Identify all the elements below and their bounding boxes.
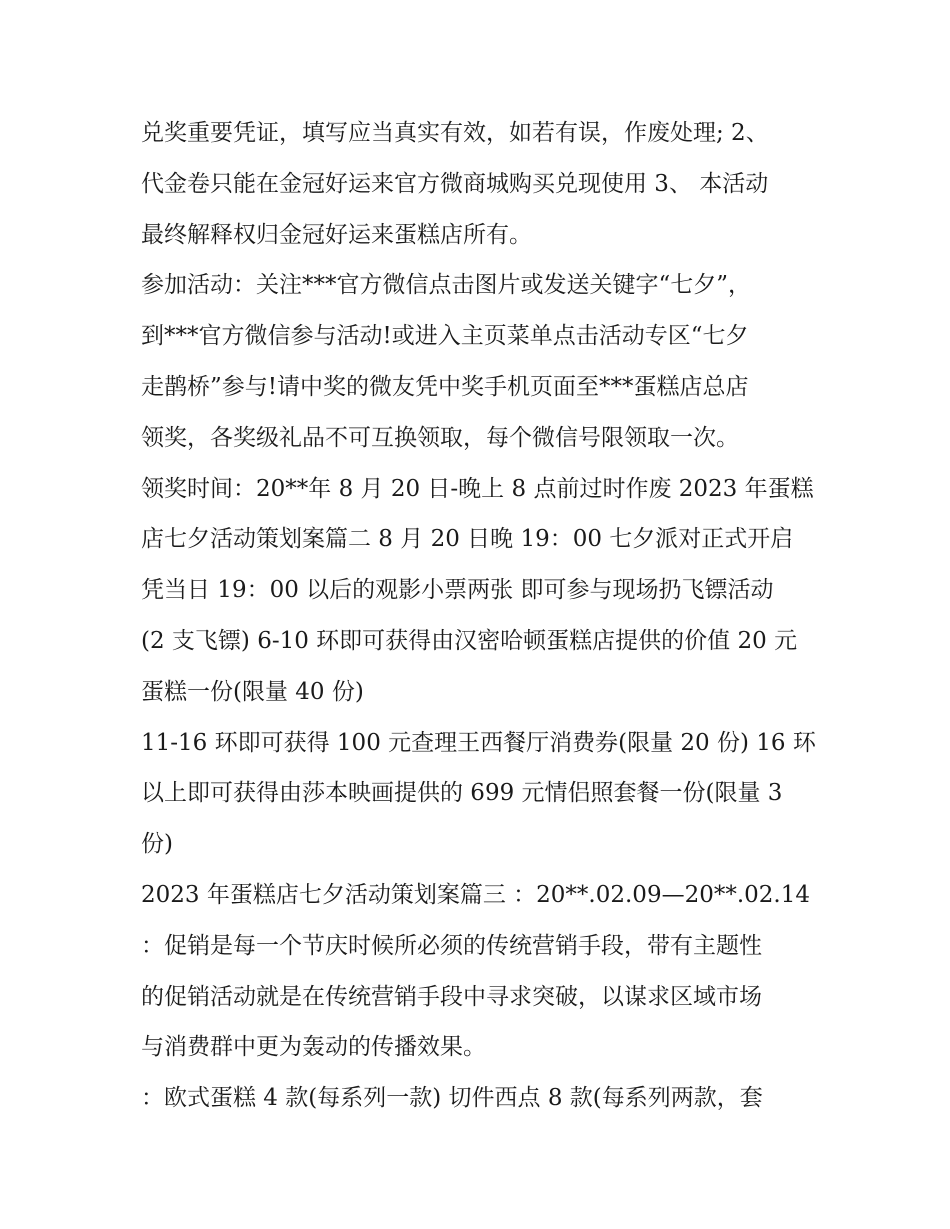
text-line: 的促销活动就是在传统营销手段中寻求突破，以谋求区域市场 [141,983,762,1010]
text-line: 与消费群中更为轰动的传播效果。 [141,1034,486,1061]
text-line: 最终解释权归金冠好运来蛋糕店所有。 [141,221,532,248]
text-line: 份) [141,831,173,858]
text-line: 参加活动：关注***官方微信点击图片或发送关键字“七夕”， [141,272,752,299]
text-line: 11-16 环即可获得 100 元查理王西餐厅消费券(限量 20 份) 16 环 [141,729,816,756]
text-line: 蛋糕一份(限量 40 份) [141,678,364,705]
text-line: 领奖时间：20**年 8 月 20 日-晚上 8 点前过时作废 2023 年蛋糕 [141,475,814,502]
text-line: 领奖，各奖级礼品不可互换领取，每个微信号限领取一次。 [141,424,739,451]
text-line: 2023 年蛋糕店七夕活动策划案篇三 ：20**.02.09—20**.02.14 [141,881,810,908]
text-line: ：欧式蛋糕 4 款(每系列一款) 切件西点 8 款(每系列两款，套 [141,1085,763,1112]
text-line: 以上即可获得由莎本映画提供的 699 元情侣照套餐一份(限量 3 [141,780,783,807]
text-line: 代金卷只能在金冠好运来官方微商城购买兑现使用 3、 本活动 [141,170,769,197]
text-line: 店七夕活动策划案篇二 8 月 20 日晚 19：00 七夕派对正式开启 [141,526,794,553]
text-line: 兑奖重要凭证，填写应当真实有效，如若有误，作废处理; 2、 [141,120,769,146]
text-line: 到***官方微信参与活动!或进入主页菜单点击活动专区“七夕 [141,323,749,350]
text-line: ：促销是每一个节庆时候所必须的传统营销手段，带有主题性 [141,932,762,959]
text-line: (2 支飞镖) 6-10 环即可获得由汉密哈顿蛋糕店提供的价值 20 元 [141,627,798,654]
text-line: 凭当日 19：00 以后的观影小票两张 即可参与现场扔飞镖活动 [141,577,774,604]
document-body [141,108,821,1124]
text-line: 走鹊桥”参与!请中奖的微友凭中奖手机页面至***蛋糕店总店 [141,373,749,400]
